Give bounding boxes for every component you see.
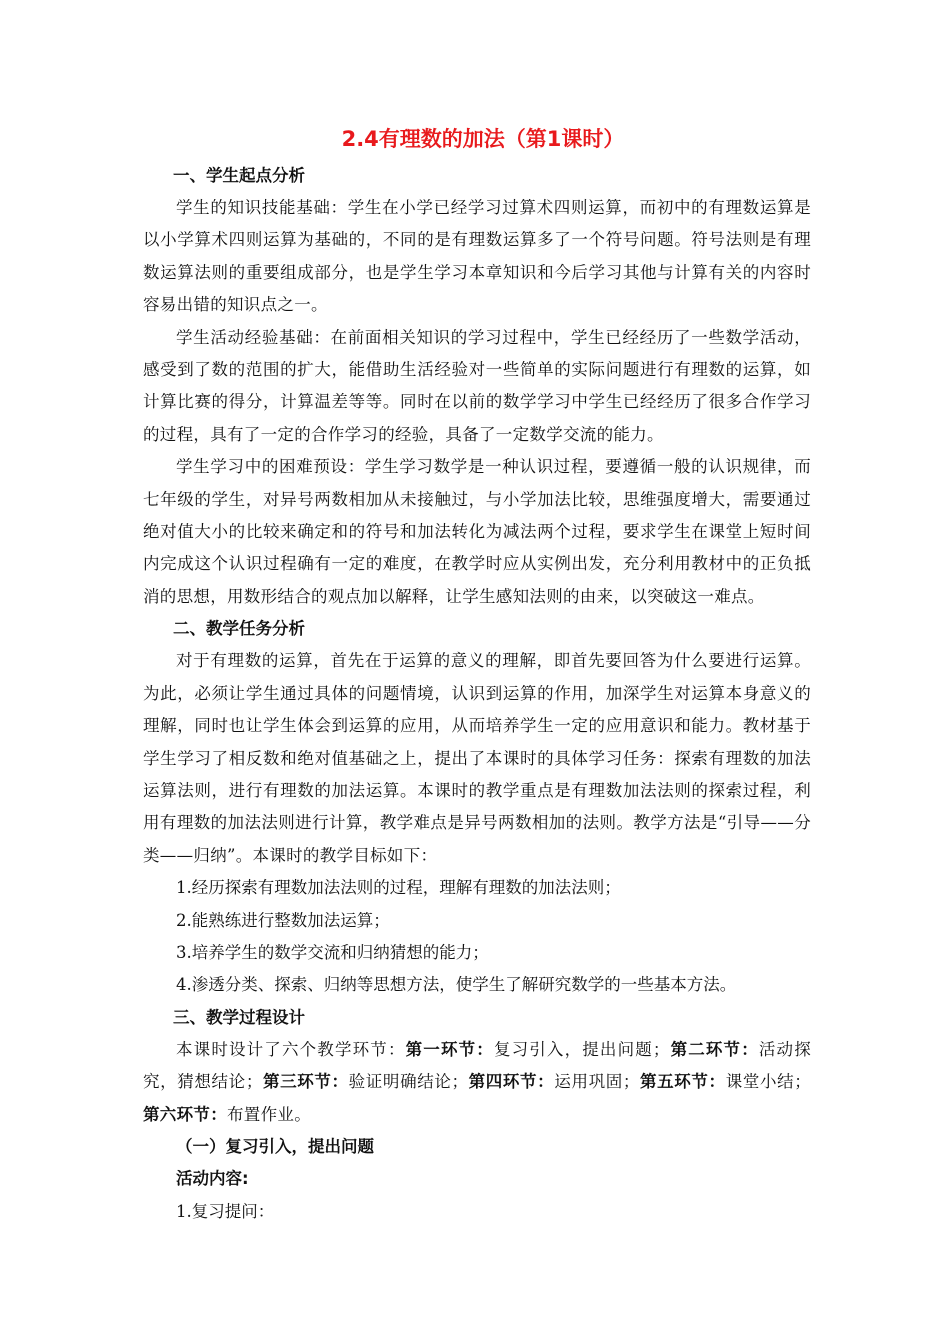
stage-text: 布置作业。 (227, 1104, 311, 1124)
goal-item: 3.培养学生的数学交流和归纳猜想的能力； (176, 942, 489, 962)
page-title: 2.4有理数的加法（第1课时） (341, 127, 625, 151)
section-heading-student-analysis: 一、学生起点分析 (173, 166, 305, 185)
stage-text: 复习引入，提出问题； (493, 1039, 670, 1059)
section-heading-task-analysis: 二、教学任务分析 (173, 619, 305, 639)
document-content (143, 122, 811, 1228)
stage-label: 第五环节： (639, 1072, 726, 1092)
stage-label: 第四环节： (468, 1072, 555, 1092)
paragraph-task-analysis: 对于有理数的运算，首先在于运算的意义的理解，即首先要回答为什么要进行运算。为此，必须让学生通过具体的问题情境，认识到运算的作用，加深学生对运算本身意义的理解，同时也让学生体会到运算的应用，从而培养学生一定的应用意识和能力。教材基于学生学习了相反数和绝对值基础之上，提出了本课时的具体学习任务：探索有理数的加法运算法则，进行有理数的加法运算。本课时的教学重点是有理数加法法则的探索过程，利用有理数的加法法则进行计算，教学难点是异号两数相加的法则。教学方法是“引导——分类——归纳”。本课时的教学目标如下： (143, 651, 811, 865)
stage-text: 验证明确结论； (348, 1072, 469, 1092)
stages-intro: 本课时设计了六个教学环节： (176, 1039, 406, 1059)
stage-label: 第一环节： (405, 1039, 494, 1059)
stage-label: 第六环节： (143, 1104, 227, 1124)
activity-content-label: 活动内容: (176, 1169, 249, 1189)
stage-label: 第二环节： (669, 1039, 759, 1059)
stage-text: 课堂小结； (725, 1072, 812, 1092)
stage-label: 第三环节： (262, 1072, 349, 1092)
stage-text: 活动探究，猜想结论； (143, 1039, 812, 1092)
goal-item: 1.经历探索有理数加法法则的过程，理解有理数的加法法则； (176, 878, 621, 898)
paragraph-knowledge-basis: 学生的知识技能基础：学生在小学已经学习过算术四则运算，而初中的有理数运算是以小学算术四则运算为基础的，不同的是有理数运算多了一个符号问题。符号法则是有理数运算法则的重要组成部分，也是学生学习本章知识和今后学习其他与计算有关的内容时容易出错的知识点之一。 (143, 198, 811, 315)
section-heading-process-design: 三、教学过程设计 (173, 1007, 305, 1027)
review-question-item: 1.复习提问： (176, 1201, 275, 1221)
subsection-heading-review: （一）复习引入，提出问题 (176, 1136, 374, 1156)
paragraph-experience-basis: 学生活动经验基础：在前面相关知识的学习过程中，学生已经经历了一些数学活动，感受到了数的范围的扩大，能借助生活经验对一些简单的实际问题进行有理数的运算，如计算比赛的得分，计算温差等等。同时在以前的数学学习中学生已经经历了很多合作学习的过程，具有了一定的合作学习的经验，具备了一定数学交流的能力。 (143, 327, 811, 444)
goal-item: 2.能熟练进行整数加法运算； (176, 910, 390, 930)
paragraph-stages (143, 1034, 811, 1131)
goal-item: 4.渗透分类、探索、归纳等思想方法，使学生了解研究数学的一些基本方法。 (176, 975, 737, 995)
paragraph-difficulty: 学生学习中的困难预设：学生学习数学是一种认识过程，要遵循一般的认识规律，而七年级的学生，对异号两数相加从未接触过，与小学加法比较，思维强度增大，需要通过绝对值大小的比较来确定和的符号和加法转化为减法两个过程，要求学生在课堂上短时间内完成这个认识过程确有一定的难度，在教学时应从实例出发，充分利用教材中的正负抵消的思想，用数形结合的观点加以解释，让学生感知法则的由来，以突破这一难点。 (143, 457, 811, 606)
stage-text: 运用巩固； (554, 1072, 640, 1092)
